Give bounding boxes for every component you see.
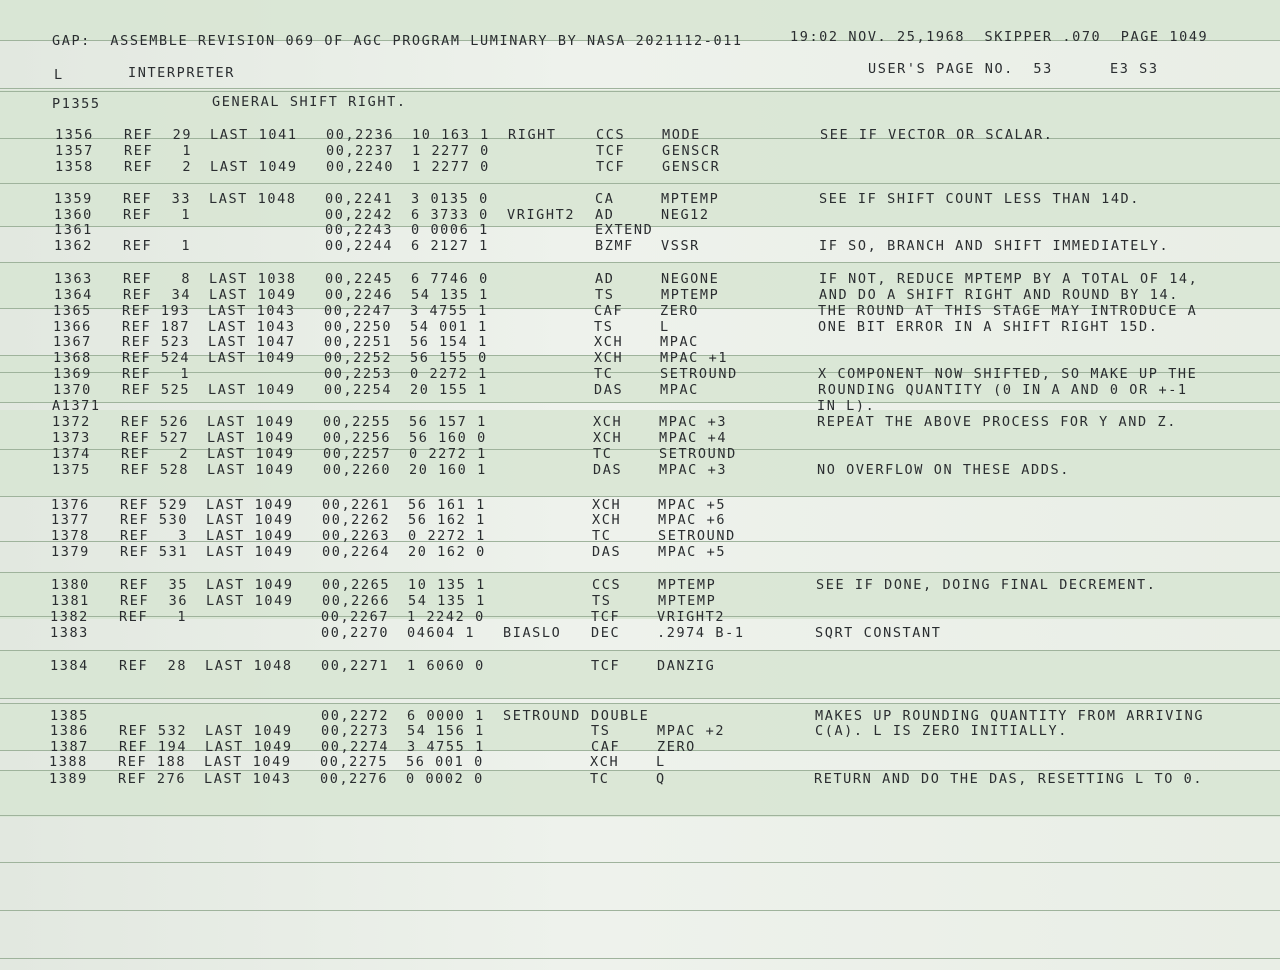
row-last: LAST 1047 (208, 334, 296, 350)
row-operand: DANZIG (657, 658, 716, 674)
row-addr: 00,2236 (326, 127, 395, 143)
row-ref: REF 523 (122, 334, 191, 350)
row-addr: 00,2241 (325, 191, 394, 207)
row-no: 1368 (53, 350, 92, 366)
row-no: 1378 (51, 528, 90, 544)
row-addr: 00,2250 (324, 319, 393, 335)
row-addr: 00,2247 (324, 303, 393, 319)
ruled-line (0, 698, 1280, 699)
row-op: CA (595, 191, 615, 207)
row-op: DOUBLE (591, 708, 650, 724)
row-addr: 00,2263 (322, 528, 391, 544)
green-bar-band (0, 650, 1280, 698)
row-operand: L (660, 319, 670, 335)
row-op: CCS (596, 127, 626, 143)
row-op: XCH (594, 334, 624, 350)
row-last: LAST 1043 (208, 303, 296, 319)
row-word: 20 162 0 (408, 544, 486, 560)
row-no: 1367 (53, 334, 92, 350)
row-ref: REF 188 (118, 754, 187, 770)
row-op: CAF (591, 739, 621, 755)
row-ref: REF 276 (118, 771, 187, 787)
row-no: 1383 (50, 625, 89, 641)
row-operand: MPTEMP (661, 287, 720, 303)
row-addr: 00,2254 (324, 382, 393, 398)
row-op: TC (594, 366, 614, 382)
row-last: LAST 1048 (205, 658, 293, 674)
row-operand: MPAC +3 (659, 414, 728, 430)
row-addr: 00,2274 (321, 739, 390, 755)
ruled-line (0, 910, 1280, 911)
row-comment: RETURN AND DO THE DAS, RESETTING L TO 0. (814, 771, 1204, 787)
row-word: 0 2272 1 (410, 366, 488, 382)
row-word: 1 2277 0 (412, 143, 490, 159)
row-operand: MPAC +2 (657, 723, 726, 739)
row-addr: 00,2275 (320, 754, 389, 770)
row-no: 1360 (54, 207, 93, 223)
row-last: LAST 1049 (209, 287, 297, 303)
row-no: 1379 (51, 544, 90, 560)
row-word: 56 155 0 (410, 350, 488, 366)
row-last: LAST 1043 (204, 771, 292, 787)
row-addr: 00,2261 (322, 497, 391, 513)
row-operand: MPAC +4 (659, 430, 728, 446)
row-op: XCH (593, 430, 623, 446)
row-addr: 00,2257 (323, 446, 392, 462)
row-word: 20 160 1 (409, 462, 487, 478)
row-last: LAST 1049 (207, 430, 295, 446)
row-ref: REF 1 (124, 143, 193, 159)
row-addr: 00,2264 (322, 544, 391, 560)
ruled-line (0, 496, 1280, 497)
row-ref: REF 3 (120, 528, 189, 544)
row-word: 3 0135 0 (411, 191, 489, 207)
row-op: XCH (593, 414, 623, 430)
row-operand: MPTEMP (658, 577, 717, 593)
row-ref: REF 34 (123, 287, 192, 303)
row-op: TC (590, 771, 610, 787)
row-no: 1384 (50, 658, 89, 674)
row-no: 1376 (51, 497, 90, 513)
row-word: 0 0006 1 (411, 222, 489, 238)
ruled-line (0, 262, 1280, 263)
row-word: 0 2272 1 (408, 528, 486, 544)
row-operand: Q (656, 771, 666, 787)
row-last: LAST 1048 (209, 191, 297, 207)
row-word: 56 162 1 (408, 512, 486, 528)
row-op: BZMF (595, 238, 634, 254)
header-code: E3 S3 (1110, 61, 1159, 77)
row-word: 3 4755 1 (410, 303, 488, 319)
row-addr: 00,2240 (326, 159, 395, 175)
row-word: 56 157 1 (409, 414, 487, 430)
row-ref: REF 526 (121, 414, 190, 430)
row-comment: X COMPONENT NOW SHIFTED, SO MAKE UP THE (818, 366, 1198, 382)
row-no: 1389 (49, 771, 88, 787)
header-timestamp-page: 19:02 NOV. 25,1968 SKIPPER .070 PAGE 1049 (790, 29, 1209, 45)
row-op: CAF (594, 303, 624, 319)
row-operand: .2974 B-1 (657, 625, 745, 641)
row-comment: IF NOT, REDUCE MPTEMP BY A TOTAL OF 14, (819, 271, 1199, 287)
row-operand: MPAC (660, 382, 699, 398)
row-operand: VSSR (661, 238, 700, 254)
row-last: LAST 1049 (206, 528, 294, 544)
row-addr: 00,2242 (325, 207, 394, 223)
row-last: LAST 1049 (207, 446, 295, 462)
row-op: TCF (596, 159, 626, 175)
ruled-line (0, 750, 1280, 751)
header-title: GAP: ASSEMBLE REVISION 069 OF AGC PROGRAM LUMINARY BY NASA 2021112-011 (52, 33, 743, 49)
row-operand: MPAC +6 (658, 512, 727, 528)
row-last: LAST 1049 (205, 739, 293, 755)
row-word: 6 0000 1 (407, 708, 485, 724)
row-no: 1358 (55, 159, 94, 175)
row-ref: REF 529 (120, 497, 189, 513)
row-last: LAST 1049 (207, 414, 295, 430)
row-no: 1372 (52, 414, 91, 430)
header-l-marker: L (54, 67, 64, 83)
row-addr: 00,2266 (322, 593, 391, 609)
row-last: LAST 1049 (207, 462, 295, 478)
row-word: 0 2272 1 (409, 446, 487, 462)
row-comment: SQRT CONSTANT (815, 625, 942, 641)
row-no: 1374 (52, 446, 91, 462)
row-addr: 00,2253 (324, 366, 393, 382)
row-last: LAST 1049 (208, 350, 296, 366)
row-word: 56 154 1 (410, 334, 488, 350)
row-no: 1365 (53, 303, 92, 319)
row-comment: NO OVERFLOW ON THESE ADDS. (817, 462, 1070, 478)
row-operand: MPTEMP (658, 593, 717, 609)
row-last: LAST 1038 (209, 271, 297, 287)
row-ref: REF 1 (123, 238, 192, 254)
row-op: DAS (594, 382, 624, 398)
row-addr: 00,2273 (321, 723, 390, 739)
row-word: 56 160 0 (409, 430, 487, 446)
row-no: 1381 (51, 593, 90, 609)
row-op: TS (592, 593, 612, 609)
row-op: TCF (591, 658, 621, 674)
row-operand: SETROUND (658, 528, 736, 544)
row-ref: REF 193 (122, 303, 191, 319)
section-title: GENERAL SHIFT RIGHT. (212, 94, 407, 110)
row-no: 1386 (50, 723, 89, 739)
row-op: EXTEND (595, 222, 654, 238)
row-no: 1359 (54, 191, 93, 207)
row-last: LAST 1049 (206, 512, 294, 528)
row-addr: 00,2265 (322, 577, 391, 593)
row-word: 0 0002 0 (406, 771, 484, 787)
row-comment: SEE IF VECTOR OR SCALAR. (820, 127, 1054, 143)
row-ref: REF 29 (124, 127, 193, 143)
row-addr: 00,2243 (325, 222, 394, 238)
ruled-line (0, 616, 1280, 617)
row-ref: REF 187 (122, 319, 191, 335)
row-op: TS (594, 319, 614, 335)
row-ref: REF 28 (119, 658, 188, 674)
row-op: AD (595, 207, 615, 223)
row-operand: MPAC +5 (658, 497, 727, 513)
row-word: 1 6060 0 (407, 658, 485, 674)
row-word: 54 135 1 (411, 287, 489, 303)
row-no: 1362 (54, 238, 93, 254)
row-op: DEC (591, 625, 621, 641)
row-addr: 00,2245 (325, 271, 394, 287)
ruled-line (0, 88, 1280, 89)
row-word: 56 161 1 (408, 497, 486, 513)
row-comment: THE ROUND AT THIS STAGE MAY INTRODUCE A (818, 303, 1198, 319)
row-word: 3 4755 1 (407, 739, 485, 755)
row-word: 6 3733 0 (411, 207, 489, 223)
row-word: 6 2127 1 (411, 238, 489, 254)
row-addr: 00,2271 (321, 658, 390, 674)
row-label: VRIGHT2 (507, 207, 576, 223)
row-no: 1363 (54, 271, 93, 287)
row-op: TC (593, 446, 613, 462)
row-last: LAST 1049 (206, 497, 294, 513)
ruled-line (0, 449, 1280, 450)
row-no: 1388 (49, 754, 88, 770)
row-ref: REF 35 (120, 577, 189, 593)
row-last: LAST 1049 (210, 159, 298, 175)
row-ref: REF 524 (122, 350, 191, 366)
row-word: 54 001 1 (410, 319, 488, 335)
row-no: 1382 (50, 609, 89, 625)
row-ref: REF 528 (121, 462, 190, 478)
row-last: LAST 1049 (205, 723, 293, 739)
row-no: 1380 (51, 577, 90, 593)
row-ref: REF 1 (123, 207, 192, 223)
row-label: SETROUND (503, 708, 581, 724)
row-last: LAST 1049 (206, 593, 294, 609)
row-operand: MPTEMP (661, 191, 720, 207)
row-ref: REF 36 (120, 593, 189, 609)
row-comment: C(A). L IS ZERO INITIALLY. (815, 723, 1068, 739)
row-label: BIASLO (503, 625, 562, 641)
row-ref: REF 2 (124, 159, 193, 175)
section-id: P1355 (52, 96, 101, 112)
row-comment: ONE BIT ERROR IN A SHIFT RIGHT 15D. (818, 319, 1159, 335)
row-operand: SETROUND (659, 446, 737, 462)
row-operand: MPAC (660, 334, 699, 350)
row-ref: REF 531 (120, 544, 189, 560)
row-no: 1370 (53, 382, 92, 398)
ruled-line (0, 91, 1280, 92)
row-op: DAS (593, 462, 623, 478)
row-operand: NEGONE (661, 271, 720, 287)
row-no: 1364 (54, 287, 93, 303)
ruled-line (0, 355, 1280, 356)
row-operand: GENSCR (662, 159, 721, 175)
row-no: 1356 (55, 127, 94, 143)
ruled-line (0, 541, 1280, 542)
row-op: TC (592, 528, 612, 544)
row-comment: REPEAT THE ABOVE PROCESS FOR Y AND Z. (817, 414, 1177, 430)
row-no: 1373 (52, 430, 91, 446)
row-addr: 00,2251 (324, 334, 393, 350)
row-op: TCF (591, 609, 621, 625)
row-no: A1371 (52, 398, 101, 414)
row-operand: L (656, 754, 666, 770)
row-comment: SEE IF SHIFT COUNT LESS THAN 14D. (819, 191, 1141, 207)
row-last: LAST 1043 (208, 319, 296, 335)
ruled-line (0, 815, 1280, 816)
row-comment: ROUNDING QUANTITY (0 IN A AND 0 OR +-1 (818, 382, 1188, 398)
row-operand: MPAC +1 (660, 350, 729, 366)
row-addr: 00,2272 (321, 708, 390, 724)
row-word: 10 163 1 (412, 127, 490, 143)
row-addr: 00,2246 (325, 287, 394, 303)
row-op: TS (595, 287, 615, 303)
row-ref: REF 532 (119, 723, 188, 739)
row-no: 1369 (53, 366, 92, 382)
row-comment: SEE IF DONE, DOING FINAL DECREMENT. (816, 577, 1157, 593)
ruled-line (0, 650, 1280, 651)
row-word: 56 001 0 (406, 754, 484, 770)
row-no: 1377 (51, 512, 90, 528)
row-op: CCS (592, 577, 622, 593)
row-addr: 00,2255 (323, 414, 392, 430)
row-operand: NEG12 (661, 207, 710, 223)
row-label: RIGHT (508, 127, 557, 143)
row-op: XCH (594, 350, 624, 366)
row-no: 1366 (53, 319, 92, 335)
ruled-line (0, 402, 1280, 403)
row-comment: MAKES UP ROUNDING QUANTITY FROM ARRIVING (815, 708, 1205, 724)
row-word: 54 156 1 (407, 723, 485, 739)
row-addr: 00,2237 (326, 143, 395, 159)
row-ref: REF 1 (119, 609, 188, 625)
row-comment: IN L). (817, 398, 876, 414)
row-op: TS (591, 723, 611, 739)
row-addr: 00,2244 (325, 238, 394, 254)
row-no: 1375 (52, 462, 91, 478)
header-section-name: INTERPRETER (128, 65, 236, 81)
row-op: TCF (596, 143, 626, 159)
row-last: LAST 1049 (206, 544, 294, 560)
row-last: LAST 1049 (208, 382, 296, 398)
row-ref: REF 33 (123, 191, 192, 207)
row-operand: ZERO (660, 303, 699, 319)
row-ref: REF 8 (123, 271, 192, 287)
row-ref: REF 194 (119, 739, 188, 755)
row-word: 54 135 1 (408, 593, 486, 609)
row-no: 1387 (50, 739, 89, 755)
row-word: 1 2277 0 (412, 159, 490, 175)
row-operand: ZERO (657, 739, 696, 755)
row-no: 1357 (55, 143, 94, 159)
row-operand: GENSCR (662, 143, 721, 159)
header-users-page: USER'S PAGE NO. 53 (868, 61, 1053, 77)
row-op: XCH (592, 497, 622, 513)
row-ref: REF 1 (122, 366, 191, 382)
row-operand: VRIGHT2 (657, 609, 726, 625)
ruled-line (0, 183, 1280, 184)
row-ref: REF 525 (122, 382, 191, 398)
row-last: LAST 1049 (204, 754, 292, 770)
row-op: AD (595, 271, 615, 287)
ruled-line (0, 703, 1280, 704)
row-operand: MODE (662, 127, 701, 143)
row-op: DAS (592, 544, 622, 560)
row-operand: MPAC +5 (658, 544, 727, 560)
ruled-line (0, 958, 1280, 959)
row-addr: 00,2270 (321, 625, 390, 641)
row-word: 6 7746 0 (411, 271, 489, 287)
row-last: LAST 1049 (206, 577, 294, 593)
row-addr: 00,2260 (323, 462, 392, 478)
ruled-line (0, 572, 1280, 573)
row-word: 1 2242 0 (407, 609, 485, 625)
row-no: 1385 (50, 708, 89, 724)
row-word: 20 155 1 (410, 382, 488, 398)
row-ref: REF 527 (121, 430, 190, 446)
row-word: 10 135 1 (408, 577, 486, 593)
ruled-line (0, 862, 1280, 863)
row-addr: 00,2262 (322, 512, 391, 528)
row-last: LAST 1041 (210, 127, 298, 143)
row-op: XCH (592, 512, 622, 528)
row-no: 1361 (54, 222, 93, 238)
row-operand: MPAC +3 (659, 462, 728, 478)
row-word: 04604 1 (407, 625, 476, 641)
row-addr: 00,2267 (321, 609, 390, 625)
row-ref: REF 2 (121, 446, 190, 462)
row-comment: IF SO, BRANCH AND SHIFT IMMEDIATELY. (819, 238, 1170, 254)
row-addr: 00,2276 (320, 771, 389, 787)
row-operand: SETROUND (660, 366, 738, 382)
row-addr: 00,2252 (324, 350, 393, 366)
row-ref: REF 530 (120, 512, 189, 528)
row-comment: AND DO A SHIFT RIGHT AND ROUND BY 14. (819, 287, 1179, 303)
row-addr: 00,2256 (323, 430, 392, 446)
row-op: XCH (590, 754, 620, 770)
